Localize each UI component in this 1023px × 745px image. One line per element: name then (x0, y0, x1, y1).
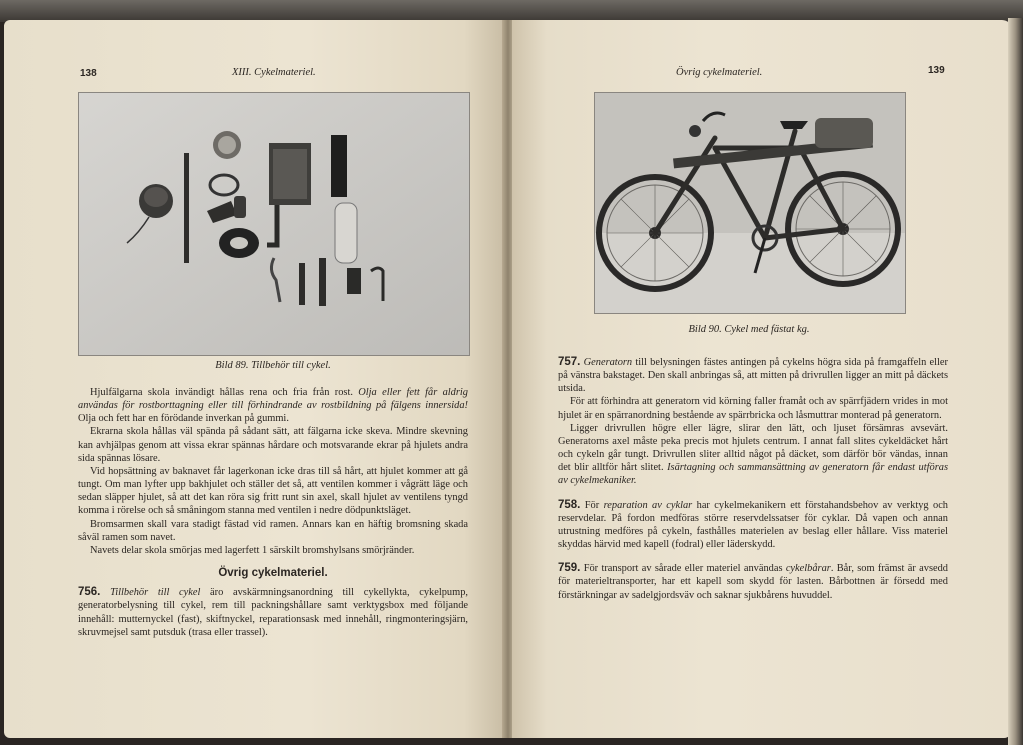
accessories-photo (78, 92, 470, 356)
book-edge (1008, 18, 1023, 745)
figure-caption: Bild 89. Tillbehör till cykel. (215, 360, 331, 371)
running-head: Övrig cykelmateriel. (676, 67, 763, 78)
running-head: XIII. Cykelmateriel. (232, 67, 316, 78)
section-757: 757. Generatorn till belysningen fästes antingen på cykelns högra sida på framgaffeln eller på vänstra bakstaget. Den skall anbringas så, att mitten på drivrullen ligger an mitt på däckets utsida. (558, 356, 948, 395)
bicycle-photo (594, 92, 906, 314)
page-number: 139 (928, 65, 945, 76)
paragraph: Ekrarna skola hållas väl spända på sådant sätt, att fälgarna icke skeva. Mindre skevning kan avhjälpas genom att vissa ekrar spännas hårdare och motsvarande ekrar på hjulets andra sida spännas lösare. (78, 426, 468, 464)
section-heading: Övrig cykelmateriel. (218, 567, 328, 580)
page-number: 138 (80, 68, 97, 79)
section-756: 756. Tillbehör till cykel äro avskärmningsanordning till cykellykta, cykelpump, generatorbelysning till cykel, rem till packningshållare samt verktygsbox med följande innehåll: mutternyckel (fast), skiftnyckel, reparationsask med innehåll, ringmonteringsjärn, skruvmejsel samt putsduk (trasa eller trassel). (78, 586, 469, 638)
paragraph: Bromsarmen skall vara stadigt fästad vid ramen. Annars kan en häftig bromsning skada såväl ramen som navet. (78, 518, 468, 543)
section-759: 759. För transport av sårade eller materiel användas cykelbårar. Bår, som främst är avsedd för materieltransporter, har ett kapell som skydd för lasten. Bårbottnen är försedd med förstärkningar av sadelgjordsväv och saknar sjukbårens huvuddel. (558, 562, 948, 601)
paragraph: Hjulfälgarna skola invändigt hållas rena och fria från rost. Olja eller fett får aldrig användas för rostborttagning eller till förhindrande av rostbildning på fälgens innersida! Olja och fett har en förödande inverkan på gummi. (78, 387, 468, 425)
right-body-text (558, 356, 948, 602)
right-page (512, 20, 1012, 738)
paragraph: Ligger drivrullen högre eller lägre, slirar den lätt, och ljuset försämras avsevärt. Generatorns axel måste peka precis mot hjulets centrum. I annat fall slites cykeldäcket hårt och cykeln går tungt. Drivrullen sliter alltid något på däcket, som därför bör vändas, innan det blir alltför hårt slitet. Isärtagning och sammansättning av generatorn får endast utföras av cykelmekaniker. (558, 422, 948, 487)
section-758: 758. För reparation av cyklar har cykelmekanikern ett förstahandsbehov av verktyg och reservdelar. På fordon medföras större reservdelssatser för cyklar. Då vapen och annan utrustning medföres på cykeln, fasthålles materielen av beslag eller hållare. Viss materiel skyddas härvid med kapell (fodral) eller läderskydd. (558, 498, 948, 551)
paragraph: Navets delar skola smörjas med lagerfett 1 särskilt bromshylsans smörjränder. (90, 544, 415, 556)
scan-top-border (0, 0, 1023, 22)
paragraph: Vid hopsättning av baknavet får lagerkonan icke dras till så hårt, att hjulet kommer att gå tungt. Om man lyfter upp bakhjulet och ställer det så, att ventilen kommer i vågrätt läge och sedan släpper hjulet, så att det kan röra sig fritt runt sin axel, skall hjulet av ventilens tyngd komma i rörelse och så småningom stanna med ventilen i nedre dödpunktsläget. (78, 465, 468, 517)
figure-caption: Bild 90. Cykel med fästat kg. (688, 324, 810, 335)
paragraph: För att förhindra att generatorn vid körning faller framåt och av spärrfjädern vrides in mot hjulet är en spärranordning bestående av spärrbricka och låsmuttrar monterad på generatorn. (558, 396, 948, 421)
left-page (4, 20, 504, 738)
left-body-text (78, 386, 468, 639)
